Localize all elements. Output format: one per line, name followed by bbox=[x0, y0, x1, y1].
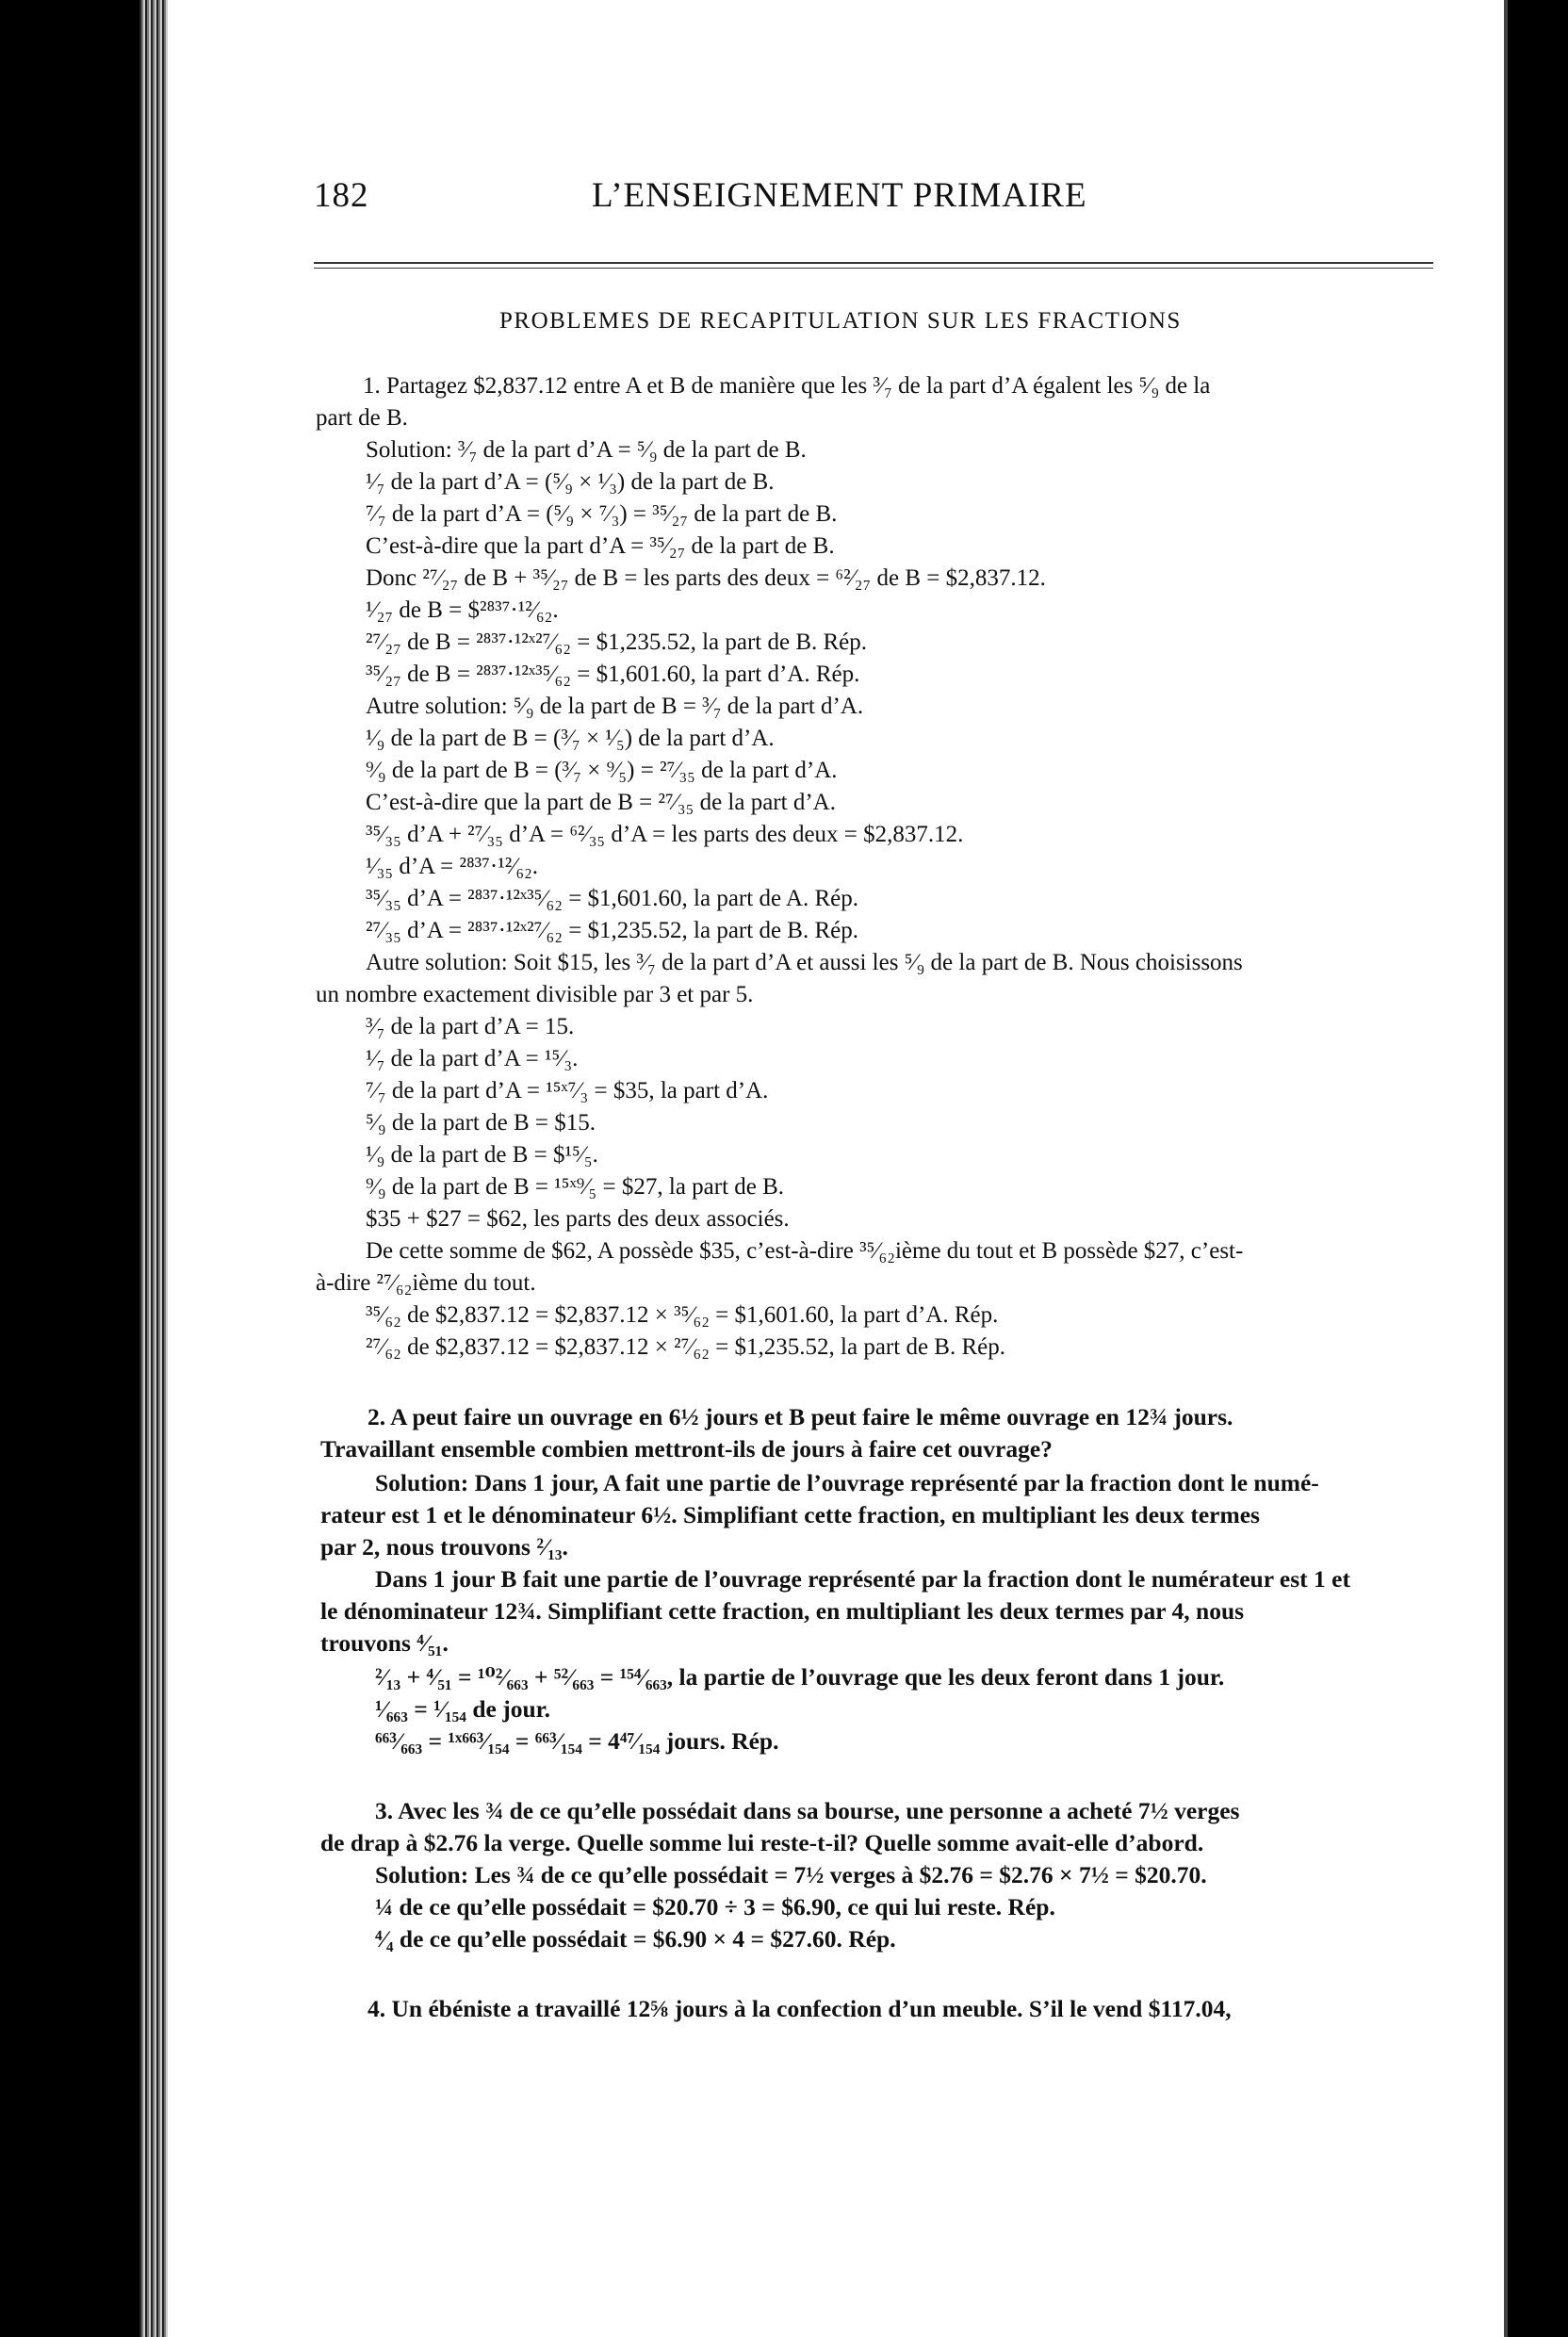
text-line: trouvons ⁴⁄₅₁. bbox=[320, 1629, 449, 1657]
header-rule-top bbox=[314, 262, 1433, 264]
text-line: par 2, nous trouvons ²⁄₁₃. bbox=[320, 1533, 568, 1561]
text-line: un nombre exactement divisible par 3 et par 5. bbox=[316, 982, 754, 1007]
text-line: ¹⁄₆₆₃ = ¹⁄₁₅₄ de jour. bbox=[375, 1695, 550, 1723]
scan-background-right bbox=[1508, 0, 1568, 2337]
text-line: C’est-à-dire que la part d’A = ³⁵⁄₂₇ de la part de B. bbox=[366, 533, 835, 559]
text-line: le dénominateur 12¾. Simplifiant cette fraction, en multipliant les deux termes par 4, nous bbox=[320, 1597, 1245, 1625]
text-line: ¹⁄₉ de la part de B = (³⁄₇ × ¹⁄₅) de la part d’A. bbox=[366, 726, 775, 751]
text-line: ¹⁄₃₅ d’A = ²⁸³⁷·¹²⁄₆₂. bbox=[366, 854, 539, 879]
text-line: ⁷⁄₇ de la part d’A = (⁵⁄₉ × ⁷⁄₃) = ³⁵⁄₂₇ de la part de B. bbox=[366, 501, 838, 527]
text-line: rateur est 1 et le dénominateur 6½. Simplifiant cette fraction, en multipliant les deux termes bbox=[320, 1501, 1260, 1528]
text-line: part de B. bbox=[316, 405, 408, 431]
text-line: ¹⁄₂₇ de B = $²⁸³⁷·¹²⁄₆₂. bbox=[366, 597, 559, 623]
page-spine-edge bbox=[139, 0, 168, 2337]
text-line: ¹⁄₉ de la part de B = $¹⁵⁄₅. bbox=[366, 1142, 598, 1168]
text-line: De cette somme de $62, A possède $35, c’est-à-dire ³⁵⁄₆₂ième du tout et B possède $27, c’est- bbox=[366, 1238, 1244, 1264]
text-line: de drap à $2.76 la verge. Quelle somme lui reste-t-il? Quelle somme avait-elle d’abord. bbox=[320, 1829, 1204, 1856]
text-line: 1. Partagez $2,837.12 entre A et B de manière que les ³⁄₇ de la part d’A égalent les ⁵⁄₉ de la bbox=[363, 373, 1211, 399]
text-line: ³⁵⁄₃₅ d’A + ²⁷⁄₃₅ d’A = ⁶²⁄₃₅ d’A = les parts des deux = $2,837.12. bbox=[366, 822, 964, 847]
text-line: Donc ²⁷⁄₂₇ de B + ³⁵⁄₂₇ de B = les parts des deux = ⁶²⁄₂₇ de B = $2,837.12. bbox=[366, 565, 1046, 591]
text-line: Solution: Dans 1 jour, A fait une partie de l’ouvrage représenté par la fraction dont le numé- bbox=[375, 1469, 1319, 1496]
text-line: ²⁷⁄₂₇ de B = ²⁸³⁷·¹²ˣ²⁷⁄₆₂ = $1,235.52, la part de B. Rép. bbox=[366, 629, 868, 655]
running-title: L’ENSEIGNEMENT PRIMAIRE bbox=[592, 176, 1087, 215]
text-line: ¹⁄₇ de la part d’A = ¹⁵⁄₃. bbox=[366, 1046, 579, 1071]
section-title: PROBLEMES DE RECAPITULATION SUR LES FRACTIONS bbox=[499, 308, 1182, 334]
text-line: ²⁷⁄₃₅ d’A = ²⁸³⁷·¹²ˣ²⁷⁄₆₂ = $1,235.52, la part de B. Rép. bbox=[366, 918, 858, 943]
text-line: ³⁵⁄₂₇ de B = ²⁸³⁷·¹²ˣ³⁵⁄₆₂ = $1,601.60, la part d’A. Rép. bbox=[366, 662, 860, 687]
text-line: ³⁵⁄₃₅ d’A = ²⁸³⁷·¹²ˣ³⁵⁄₆₂ = $1,601.60, la part de A. Rép. bbox=[366, 886, 858, 911]
page-number: 182 bbox=[314, 176, 369, 215]
text-line: ²⁷⁄₆₂ de $2,837.12 = $2,837.12 × ²⁷⁄₆₂ = $1,235.52, la part de B. Rép. bbox=[366, 1334, 1005, 1360]
text-line: ³⁄₇ de la part d’A = 15. bbox=[366, 1014, 575, 1039]
header-rule-bottom bbox=[314, 268, 1433, 269]
text-line: $35 + $27 = $62, les parts des deux associés. bbox=[366, 1206, 790, 1232]
text-line: Travaillant ensemble combien mettront-ils de jours à faire cet ouvrage? bbox=[320, 1435, 1053, 1463]
text-line: Solution: ³⁄₇ de la part d’A = ⁵⁄₉ de la part de B. bbox=[366, 437, 807, 463]
text-line: ⁶⁶³⁄₆₆₃ = ¹ˣ⁶⁶³⁄₁₅₄ = ⁶⁶³⁄₁₅₄ = 4⁴⁷⁄₁₅₄ jours. Rép. bbox=[375, 1727, 779, 1755]
text-line: Solution: Les ¾ de ce qu’elle possédait = 7½ verges à $2.76 = $2.76 × 7½ = $20.70. bbox=[375, 1861, 1207, 1888]
text-line: ¼ de ce qu’elle possédait = $20.70 ÷ 3 = $6.90, ce qui lui reste. Rép. bbox=[375, 1893, 1055, 1920]
text-line: ²⁄₁₃ + ⁴⁄₅₁ = ¹⁰²⁄₆₆₃ + ⁵²⁄₆₆₃ = ¹⁵⁴⁄₆₆₃, la partie de l’ouvrage que les deux feront dans 1 jour. bbox=[375, 1663, 1225, 1691]
text-line: ⁹⁄₉ de la part de B = ¹⁵ˣ⁹⁄₅ = $27, la part de B. bbox=[366, 1174, 785, 1200]
text-line: ³⁵⁄₆₂ de $2,837.12 = $2,837.12 × ³⁵⁄₆₂ = $1,601.60, la part d’A. Rép. bbox=[366, 1302, 999, 1328]
text-line: Autre solution: ⁵⁄₉ de la part de B = ³⁄₇ de la part d’A. bbox=[366, 694, 864, 719]
text-line: Dans 1 jour B fait une partie de l’ouvrage représenté par la fraction dont le numérateur est 1 et bbox=[375, 1565, 1350, 1593]
text-line: C’est-à-dire que la part de B = ²⁷⁄₃₅ de la part d’A. bbox=[366, 790, 836, 815]
text-line: à-dire ²⁷⁄₆₂ième du tout. bbox=[316, 1270, 536, 1296]
text-line: ¹⁄₇ de la part d’A = (⁵⁄₉ × ¹⁄₃) de la part de B. bbox=[366, 469, 775, 495]
text-line: ⁴⁄₄ de ce qu’elle possédait = $6.90 × 4 = $27.60. Rép. bbox=[375, 1925, 896, 1953]
text-line: 4. Un ébéniste a travaillé 12⅝ jours à la confection d’un meuble. S’il le vend $117.04, bbox=[368, 1995, 1232, 2022]
text-line: 3. Avec les ¾ de ce qu’elle possédait dans sa bourse, une personne a acheté 7½ verges bbox=[375, 1797, 1240, 1824]
text-line: ⁷⁄₇ de la part d’A = ¹⁵ˣ⁷⁄₃ = $35, la part d’A. bbox=[366, 1078, 769, 1103]
text-line: ⁹⁄₉ de la part de B = (³⁄₇ × ⁹⁄₅) = ²⁷⁄₃₅ de la part d’A. bbox=[366, 758, 838, 783]
text-line: ⁵⁄₉ de la part de B = $15. bbox=[366, 1110, 596, 1136]
text-line: 2. A peut faire un ouvrage en 6½ jours et B peut faire le même ouvrage en 12¾ jours. bbox=[368, 1403, 1233, 1430]
text-line: Autre solution: Soit $15, les ³⁄₇ de la part d’A et aussi les ⁵⁄₉ de la part de B. Nous choisissons bbox=[366, 950, 1243, 975]
book-page bbox=[139, 0, 1523, 2337]
